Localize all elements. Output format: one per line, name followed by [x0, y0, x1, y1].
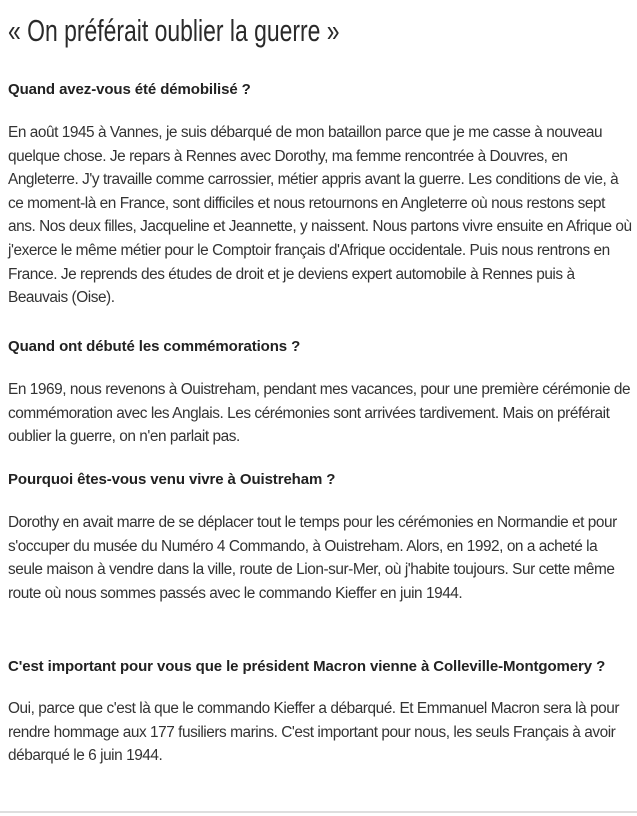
question-heading: Quand avez-vous été démobilisé ?	[8, 81, 251, 98]
answer-paragraph: Dorothy en avait marre de se déplacer tout le temps pour les cérémonies en Normandie et pour s'occuper du musée du Numéro 4 Commando, à Ouistreham. Alors, en 1992, on a acheté la seule maison à vendre dans la ville, route de Lion-sur-Mer, où j'habite toujours. Sur cette même route où nous sommes passés avec le commando Kieffer en juin 1944.	[8, 514, 617, 602]
question-heading: Quand ont débuté les commémorations ?	[8, 338, 301, 355]
qa-block-macron	[8, 654, 632, 768]
qa-block-commemorations	[8, 335, 632, 449]
question-heading: C'est important pour vous que le président Macron vienne à Colleville-Montgomery ?	[8, 658, 606, 675]
qa-block-ouistreham	[8, 468, 632, 605]
answer-paragraph: En 1969, nous revenons à Ouistreham, pendant mes vacances, pour une première cérémonie de commémoration avec les Anglais. Les cérémonies sont arrivées tardivement. Mais on préférait oublier la guerre, on n'en parlait pas.	[8, 381, 631, 446]
bottom-divider	[0, 811, 637, 813]
question-heading: Pourquoi êtes-vous venu vivre à Ouistreham ?	[8, 471, 336, 488]
qa-block-demobilisation	[8, 78, 632, 310]
answer-paragraph: Oui, parce que c'est là que le commando Kieffer a débarqué. Et Emmanuel Macron sera là pour rendre hommage aux 177 fusiliers marins. C'est important pour nous, les seuls Français à avoir débarqué le 6 juin 1944.	[8, 700, 620, 765]
answer-paragraph: En août 1945 à Vannes, je suis débarqué de mon bataillon parce que je me casse à nouveau quelque chose. Je repars à Rennes avec Dorothy, ma femme rencontrée à Douvres, en Angleterre. J'y travaille comme carrossier, métier appris avant la guerre. Les conditions de vie, à ce moment-là en France, sont difficiles et nous retournons en Angleterre où nous restons sept ans. Nos deux filles, Jacqueline et Jeannette, y naissent. Nous partons vivre ensuite en Afrique où j'exerce le même métier pour le Comptoir français d'Afrique occidentale. Puis nous rentrons en France. Je reprends des études de droit et je deviens expert automobile à Rennes puis à Beauvais (Oise).	[8, 124, 632, 307]
article-title: « On préférait oublier la guerre »	[8, 13, 340, 48]
